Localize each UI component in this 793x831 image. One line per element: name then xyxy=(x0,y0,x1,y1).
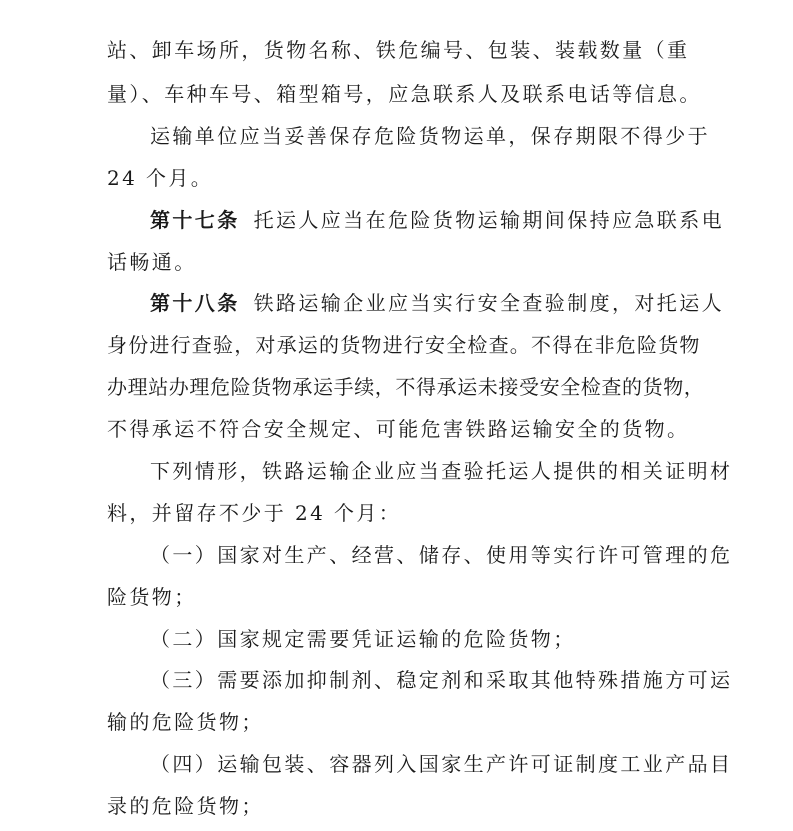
text-line-2: 量）、车种车号、箱型箱号，应急联系人及联系电话等信息。 xyxy=(107,82,702,106)
article-17-line xyxy=(150,208,724,232)
list-item-2-line-1: （二）国家规定需要凭证运输的危险货物； xyxy=(150,627,576,651)
article-18-text: 铁路运输企业应当实行安全查验制度，对托运人 xyxy=(253,291,725,315)
list-item-1-line-2: 险货物； xyxy=(107,585,197,609)
text-line-6: 身份进行查验，对承运的货物进行安全检查。不得在非危险货物 xyxy=(107,333,701,357)
list-item-4-line-1: （四）运输包装、容器列入国家生产许可证制度工业产品目 xyxy=(150,752,733,776)
text-line-10: 料，并留存不少于 24 个月： xyxy=(107,501,402,525)
text-line-7: 办理站办理危险货物承运手续，不得承运未接受安全检查的货物， xyxy=(107,375,705,399)
article-18-line xyxy=(150,291,724,315)
article-17-heading: 第十七条 xyxy=(150,208,240,232)
list-item-1-line-1: （一）国家对生产、经营、储存、使用等实行许可管理的危 xyxy=(150,543,733,567)
text-line-1: 站、卸车场所，货物名称、铁危编号、包装、装载数量（重 xyxy=(107,38,690,62)
text-line-4: 24 个月。 xyxy=(107,166,214,190)
list-item-3-line-2: 输的危险货物； xyxy=(107,710,264,734)
article-17-text: 托运人应当在危险货物运输期间保持应急联系电 xyxy=(253,208,725,232)
text-line-5: 话畅通。 xyxy=(107,250,197,274)
article-18-heading: 第十八条 xyxy=(150,291,240,315)
text-line-9: 下列情形，铁路运输企业应当查验托运人提供的相关证明材 xyxy=(150,459,733,483)
text-line-8: 不得承运不符合安全规定、可能危害铁路运输安全的货物。 xyxy=(107,417,690,441)
list-item-3-line-1: （三）需要添加抑制剂、稳定剂和采取其他特殊措施方可运 xyxy=(150,668,733,692)
list-item-4-line-2: 录的危险货物； xyxy=(107,794,264,818)
text-line-3: 运输单位应当妥善保存危险货物运单，保存期限不得少于 xyxy=(150,124,710,148)
